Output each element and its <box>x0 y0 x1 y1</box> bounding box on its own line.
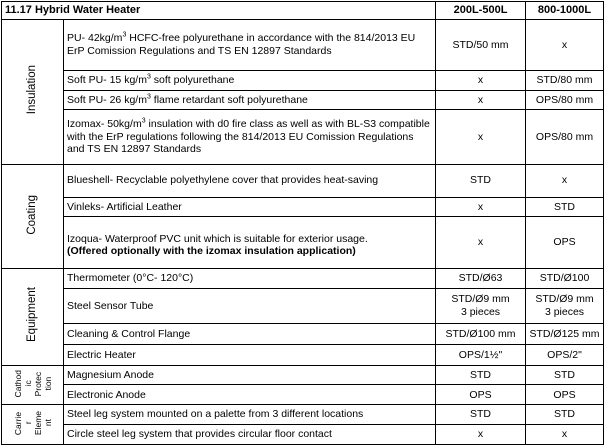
group-label-cathodic-protection: Cathod ic Protec tion <box>12 369 53 397</box>
table-row <box>2 324 604 345</box>
spec-table <box>1 1 604 445</box>
cell-izomax-a: x <box>436 110 526 164</box>
column-header-800-1000: 800-1000L <box>526 2 604 20</box>
row-desc-izomax: Izomax- $50kg/m^3$ insulation with d0 fire class as well as with BL-S3 compatible with the ErP regulations following the 814/2013 EU Comission Regulations and TS EN 12897 Standards <box>64 110 436 164</box>
row-desc-izoqua: Izoqua- Waterproof PVC unit which is suitable for exterior usage. (Offered optionally with the izomax insulation application) <box>64 216 436 268</box>
cell-soft-pu15-a: x <box>436 70 526 90</box>
cell-heater-a: OPS/1½" <box>436 344 526 365</box>
cell-circle-leg-a: x <box>436 425 526 445</box>
group-coating <box>2 164 64 268</box>
cell-blueshell-a: STD <box>436 164 526 197</box>
cell-sensor-tube-b: STD/Ø9 mm 3 pieces <box>526 288 604 323</box>
cell-izoqua-a: x <box>436 216 526 268</box>
cell-sensor-tube-a: STD/Ø9 mm 3 pieces <box>436 288 526 323</box>
cell-vinleks-a: x <box>436 197 526 216</box>
cell-soft-pu26-a: x <box>436 90 526 110</box>
table-row <box>2 365 604 385</box>
row-desc-steel-leg: Steel leg system mounted on a palette from 3 different locations <box>64 405 436 425</box>
cell-circle-leg-b: x <box>526 425 604 445</box>
table-row <box>2 216 604 268</box>
cell-steel-leg-b: STD <box>526 405 604 425</box>
group-equipment <box>2 268 64 365</box>
group-label-insulation: Insulation <box>26 65 39 115</box>
group-carrier-element <box>2 405 64 445</box>
cell-thermometer-a: STD/Ø63 <box>436 268 526 288</box>
table-row <box>2 90 604 110</box>
row-desc-vinleks: Vinleks- Artificial Leather <box>64 197 436 216</box>
group-insulation <box>2 19 64 164</box>
group-label-equipment: Equipment <box>26 287 39 343</box>
group-label-carrier-element: Carrie r Eleme nt <box>12 410 53 435</box>
cell-electronic-a: OPS <box>436 385 526 405</box>
row-desc-circle-leg: Circle steel leg system that provides circular floor contact <box>64 425 436 445</box>
cell-blueshell-b: x <box>526 164 604 197</box>
table-row <box>2 385 604 405</box>
table-row <box>2 425 604 445</box>
cell-magnesium-b: STD <box>526 365 604 385</box>
cell-electronic-b: OPS <box>526 385 604 405</box>
group-cathodic-protection <box>2 365 64 405</box>
table-row <box>2 70 604 90</box>
cell-flange-b: STD/Ø125 mm <box>526 324 604 345</box>
cell-magnesium-a: STD <box>436 365 526 385</box>
table-row <box>2 19 604 70</box>
cell-soft-pu26-b: OPS/80 mm <box>526 90 604 110</box>
cell-vinleks-b: STD <box>526 197 604 216</box>
table-row <box>2 110 604 164</box>
cell-soft-pu15-b: STD/80 mm <box>526 70 604 90</box>
table-row <box>2 405 604 425</box>
table-row <box>2 164 604 197</box>
cell-thermometer-b: STD/Ø100 <box>526 268 604 288</box>
cell-izomax-b: OPS/80 mm <box>526 110 604 164</box>
cell-pu42-a: STD/50 mm <box>436 19 526 70</box>
table-row <box>2 344 604 365</box>
header-row <box>2 2 604 20</box>
row-desc-thermometer: Thermometer (0°C- 120°C) <box>64 268 436 288</box>
row-desc-electronic: Electronic Anode <box>64 385 436 405</box>
table-row <box>2 288 604 323</box>
cell-heater-b: OPS/2" <box>526 344 604 365</box>
row-desc-heater: Electric Heater <box>64 344 436 365</box>
row-desc-soft-pu15: Soft PU- 15 $kg/m^3$ soft polyurethane <box>64 70 436 90</box>
cell-izoqua-b: OPS <box>526 216 604 268</box>
row-desc-flange: Cleaning & Control Flange <box>64 324 436 345</box>
row-desc-pu42: PU- $42kg/m^3$ HCFC-free polyurethane in accordance with the 814/2013 EU ErP Comission Regulations and TS EN 12897 Standards <box>64 19 436 70</box>
cell-pu42-b: x <box>526 19 604 70</box>
row-desc-magnesium: Magnesium Anode <box>64 365 436 385</box>
column-header-200-500: 200L-500L <box>436 2 526 20</box>
table-row <box>2 197 604 216</box>
row-desc-soft-pu26: Soft PU- 26 $kg/m^3$ flame retardant soft polyurethane <box>64 90 436 110</box>
cell-flange-a: STD/Ø100 mm <box>436 324 526 345</box>
table-title: 11.17 Hybrid Water Heater <box>2 2 436 20</box>
row-desc-sensor-tube: Steel Sensor Tube <box>64 288 436 323</box>
table-row <box>2 268 604 288</box>
row-desc-blueshell: Blueshell- Recyclable polyethylene cover that provides heat-saving <box>64 164 436 197</box>
cell-steel-leg-a: STD <box>436 405 526 425</box>
group-label-coating: Coating <box>26 194 39 235</box>
